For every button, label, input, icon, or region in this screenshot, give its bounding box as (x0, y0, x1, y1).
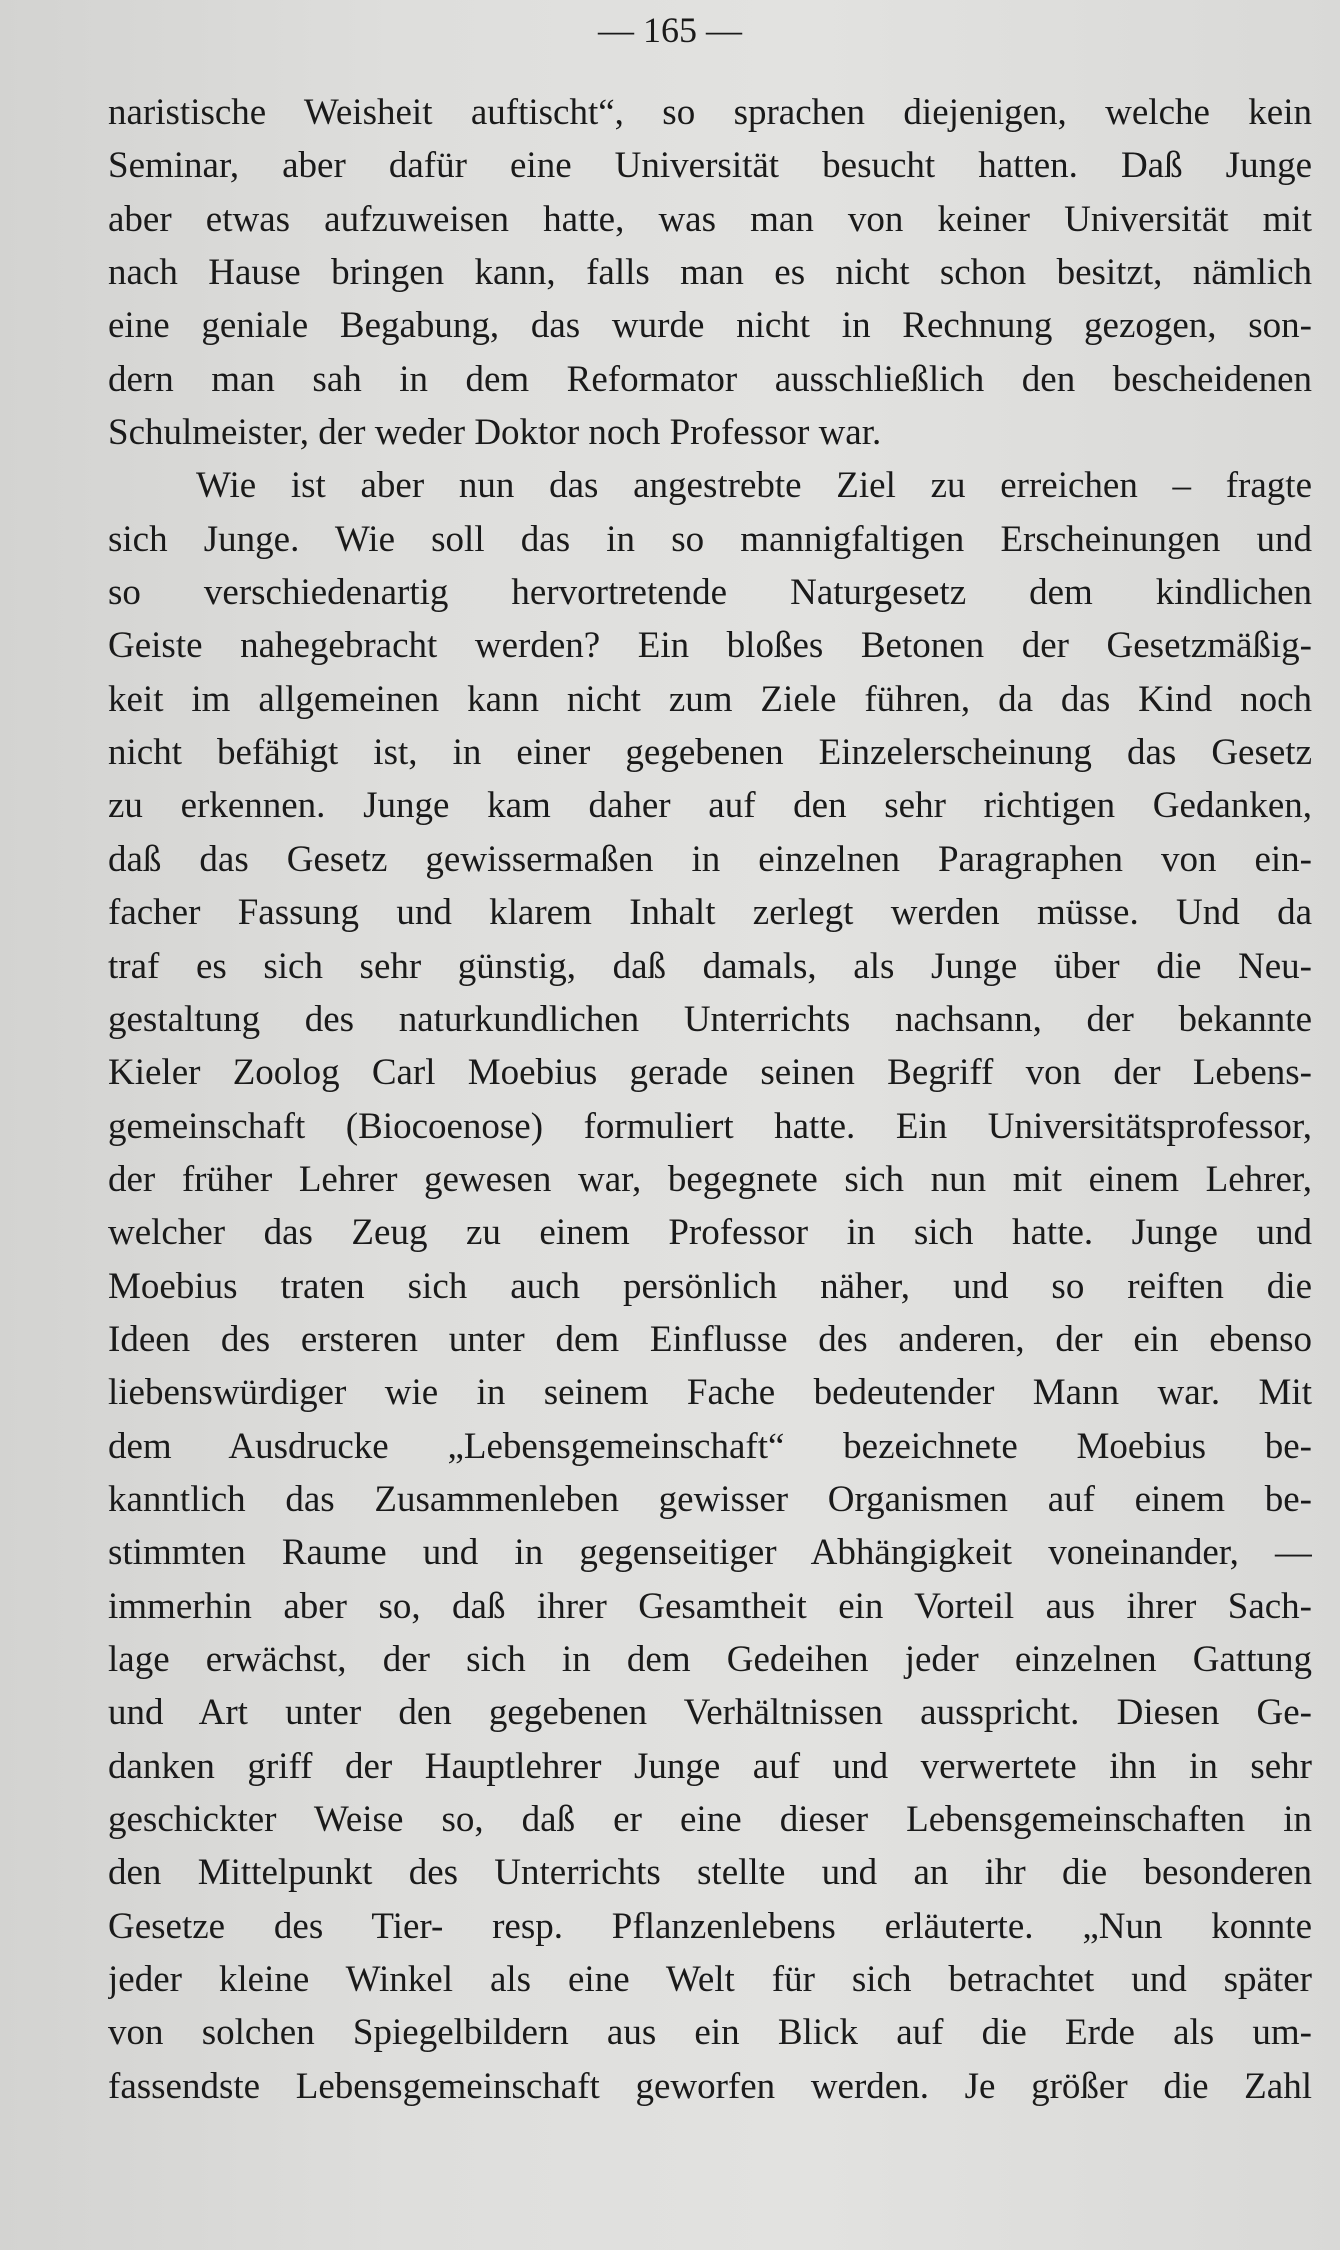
text-line: facher Fassung und klarem Inhalt zerlegt werden müsse. Und da (108, 892, 1312, 934)
text-line: Schulmeister, der weder Doktor noch Professor war. (108, 412, 882, 454)
text-line: Wie ist aber nun das angestrebte Ziel zu erreichen – fragte (196, 465, 1312, 507)
text-line: eine geniale Begabung, das wurde nicht in Rechnung gezogen, son- (108, 305, 1312, 347)
text-line: nicht befähigt ist, in einer gegebenen Einzelerscheinung das Gesetz (108, 732, 1312, 774)
text-line: fassendste Lebensgemeinschaft geworfen werden. Je größer die Zahl (108, 2065, 1312, 2107)
text-line: Kieler Zoolog Carl Moebius gerade seinen Begriff von der Lebens- (108, 1052, 1312, 1094)
text-line: nach Hause bringen kann, falls man es nicht schon besitzt, nämlich (108, 252, 1312, 294)
text-line: lage erwächst, der sich in dem Gedeihen jeder einzelnen Gattung (108, 1638, 1312, 1680)
body-text (108, 86, 1312, 2113)
text-line: stimmten Raume und in gegenseitiger Abhängigkeit voneinander, — (108, 1532, 1312, 1574)
text-line: von solchen Spiegelbildern aus ein Blick auf die Erde als um- (108, 2012, 1312, 2054)
text-line: gemeinschaft (Biocoenose) formuliert hatte. Ein Universitätsprofessor, (108, 1105, 1312, 1147)
text-line: immerhin aber so, daß ihrer Gesamtheit ein Vorteil aus ihrer Sach- (108, 1585, 1312, 1627)
text-line: traf es sich sehr günstig, daß damals, als Junge über die Neu- (108, 945, 1312, 987)
text-line: gestaltung des naturkundlichen Unterrichts nachsann, der bekannte (108, 998, 1312, 1040)
text-line: keit im allgemeinen kann nicht zum Ziele führen, da das Kind noch (108, 678, 1312, 720)
text-line: so verschiedenartig hervortretende Naturgesetz dem kindlichen (108, 572, 1312, 614)
text-line: kanntlich das Zusammenleben gewisser Organismen auf einem be- (108, 1478, 1312, 1520)
text-line: jeder kleine Winkel als eine Welt für sich betrachtet und später (108, 1959, 1312, 2001)
text-line: danken griff der Hauptlehrer Junge auf und verwertete ihn in sehr (108, 1745, 1312, 1787)
text-line: Seminar, aber dafür eine Universität besucht hatten. Daß Junge (108, 145, 1312, 187)
text-line: geschickter Weise so, daß er eine dieser Lebensgemeinschaften in (108, 1799, 1312, 1840)
text-line: sich Junge. Wie soll das in so mannigfaltigen Erscheinungen und (108, 518, 1312, 560)
text-line: der früher Lehrer gewesen war, begegnete sich nun mit einem Lehrer, (108, 1158, 1312, 1200)
text-line: Gesetze des Tier- resp. Pflanzenlebens erläuterte. „Nun konnte (108, 1905, 1312, 1947)
text-line: Moebius traten sich auch persönlich näher, und so reiften die (108, 1265, 1312, 1307)
text-line: daß das Gesetz gewissermaßen in einzelnen Paragraphen von ein- (108, 838, 1312, 880)
page-number: — 165 — (598, 10, 742, 50)
text-line: Ideen des ersteren unter dem Einflusse des anderen, der ein ebenso (108, 1318, 1312, 1360)
text-line: den Mittelpunkt des Unterrichts stellte und an ihr die besonderen (108, 1852, 1312, 1894)
text-line: zu erkennen. Junge kam daher auf den sehr richtigen Gedanken, (108, 785, 1312, 827)
text-line: dem Ausdrucke „Lebensgemeinschaft“ bezeichnete Moebius be- (108, 1425, 1312, 1467)
text-line: Geiste nahegebracht werden? Ein bloßes Betonen der Gesetzmäßig- (108, 625, 1312, 667)
text-line: liebenswürdiger wie in seinem Fache bedeutender Mann war. Mit (108, 1372, 1312, 1414)
text-line: welcher das Zeug zu einem Professor in sich hatte. Junge und (108, 1212, 1312, 1254)
text-line: aber etwas aufzuweisen hatte, was man von keiner Universität mit (108, 198, 1312, 240)
text-line: dern man sah in dem Reformator ausschließlich den bescheidenen (108, 358, 1312, 400)
text-line: naristische Weisheit auftischt“, so sprachen diejenigen, welche kein (108, 92, 1312, 133)
text-line: und Art unter den gegebenen Verhältnissen ausspricht. Diesen Ge- (108, 1692, 1312, 1734)
